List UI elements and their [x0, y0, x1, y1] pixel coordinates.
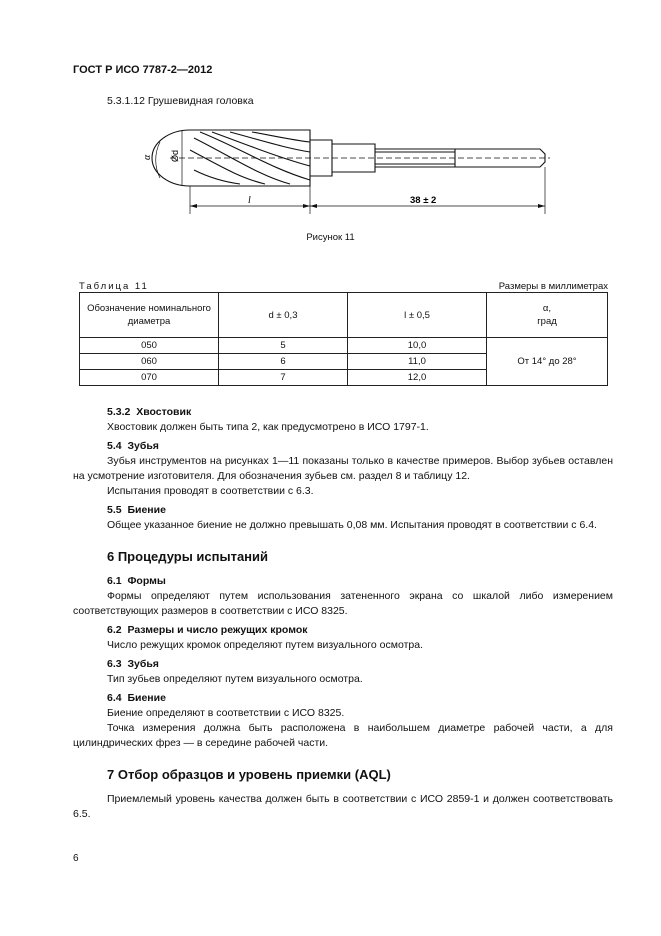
- section-heading: 6 Процедуры испытаний: [107, 549, 269, 564]
- cell-alpha: От 14° до 28°: [487, 338, 608, 386]
- header-d: d ± 0,3: [219, 293, 348, 338]
- document-header: ГОСТ Р ИСО 7787-2—2012: [73, 64, 213, 76]
- cell-d: 5: [219, 338, 348, 354]
- paragraph: Число режущих кромок определяют путем визуального осмотра.: [107, 639, 423, 651]
- paragraph: Хвостовик должен быть типа 2, как предусмотрено в ИСО 1797-1.: [107, 421, 429, 433]
- table-header-row: [80, 293, 608, 338]
- paragraph: Тип зубьев определяют путем визуального осмотра.: [107, 673, 363, 685]
- cell-l: 12,0: [348, 370, 487, 386]
- cell-d: 7: [219, 370, 348, 386]
- section-heading: 7 Отбор образцов и уровень приемки (AQL): [107, 767, 391, 782]
- dimensions-table: [79, 292, 608, 386]
- figure-label-shank-length: 38 ± 2: [410, 195, 437, 206]
- subsection-heading: 6.2 Размеры и число режущих кромок: [107, 624, 308, 636]
- paragraph: Испытания проводят в соответствии с 6.3.: [107, 485, 314, 497]
- figure-label-l: l: [248, 195, 251, 206]
- table-units: Размеры в миллиметрах: [498, 281, 608, 292]
- paragraph: Биение определяют в соответствии с ИСО 8325.: [107, 707, 345, 719]
- subsection-heading: 5.3.2 Хвостовик: [107, 406, 192, 418]
- paragraph: Приемлемый уровень качества должен быть в соответствии с ИСО 2859-1 и должен соответствовать 6.5.: [73, 793, 613, 820]
- cell-d: 6: [219, 354, 348, 370]
- table-row: [80, 338, 608, 354]
- document-body: [73, 405, 613, 822]
- subsection-heading: 6.1 Формы: [107, 575, 166, 587]
- figure-caption: Рисунок 11: [306, 232, 355, 243]
- paragraph: Общее указанное биение не должно превышать 0,08 мм. Испытания проводят в соответствии с 6.4.: [107, 519, 597, 531]
- figure-label-d: Ød: [170, 149, 180, 162]
- cell-code: 070: [80, 370, 219, 386]
- header-designation: Обозначение номинального диаметра: [80, 293, 219, 338]
- cell-code: 060: [80, 354, 219, 370]
- subsection-heading: 5.4 Зубья: [107, 440, 159, 452]
- cell-l: 10,0: [348, 338, 487, 354]
- paragraph: Точка измерения должна быть расположена в наибольшем диаметре рабочей части, а для цилиндрических фрез — в середине рабочей части.: [73, 722, 613, 749]
- paragraph: Формы определяют путем использования затененного экрана со шкалой либо измерением соответствующих размеров в соответствии с ИСО 8325.: [73, 590, 613, 617]
- header-l: l ± 0,5: [348, 293, 487, 338]
- cell-l: 11,0: [348, 354, 487, 370]
- figure-label-alpha: α: [142, 154, 153, 160]
- cell-code: 050: [80, 338, 219, 354]
- header-alpha: α, град: [487, 293, 608, 338]
- page-number: 6: [73, 853, 79, 864]
- subsection-heading: 6.4 Биение: [107, 692, 166, 704]
- subsection-heading: 5.5 Биение: [107, 504, 166, 516]
- pear-shaped-burr-drawing: [120, 118, 560, 218]
- subsection-heading: 6.3 Зубья: [107, 658, 159, 670]
- clause-title: 5.3.1.12 Грушевидная головка: [107, 95, 254, 107]
- paragraph: Зубья инструментов на рисунках 1—11 показаны только в качестве примеров. Выбор зубьев оставлен на усмотрение изготовителя. Для обозначения зубьев см. раздел 8 и таблицу 12.: [73, 455, 613, 482]
- table-title: Таблица 11: [79, 281, 149, 292]
